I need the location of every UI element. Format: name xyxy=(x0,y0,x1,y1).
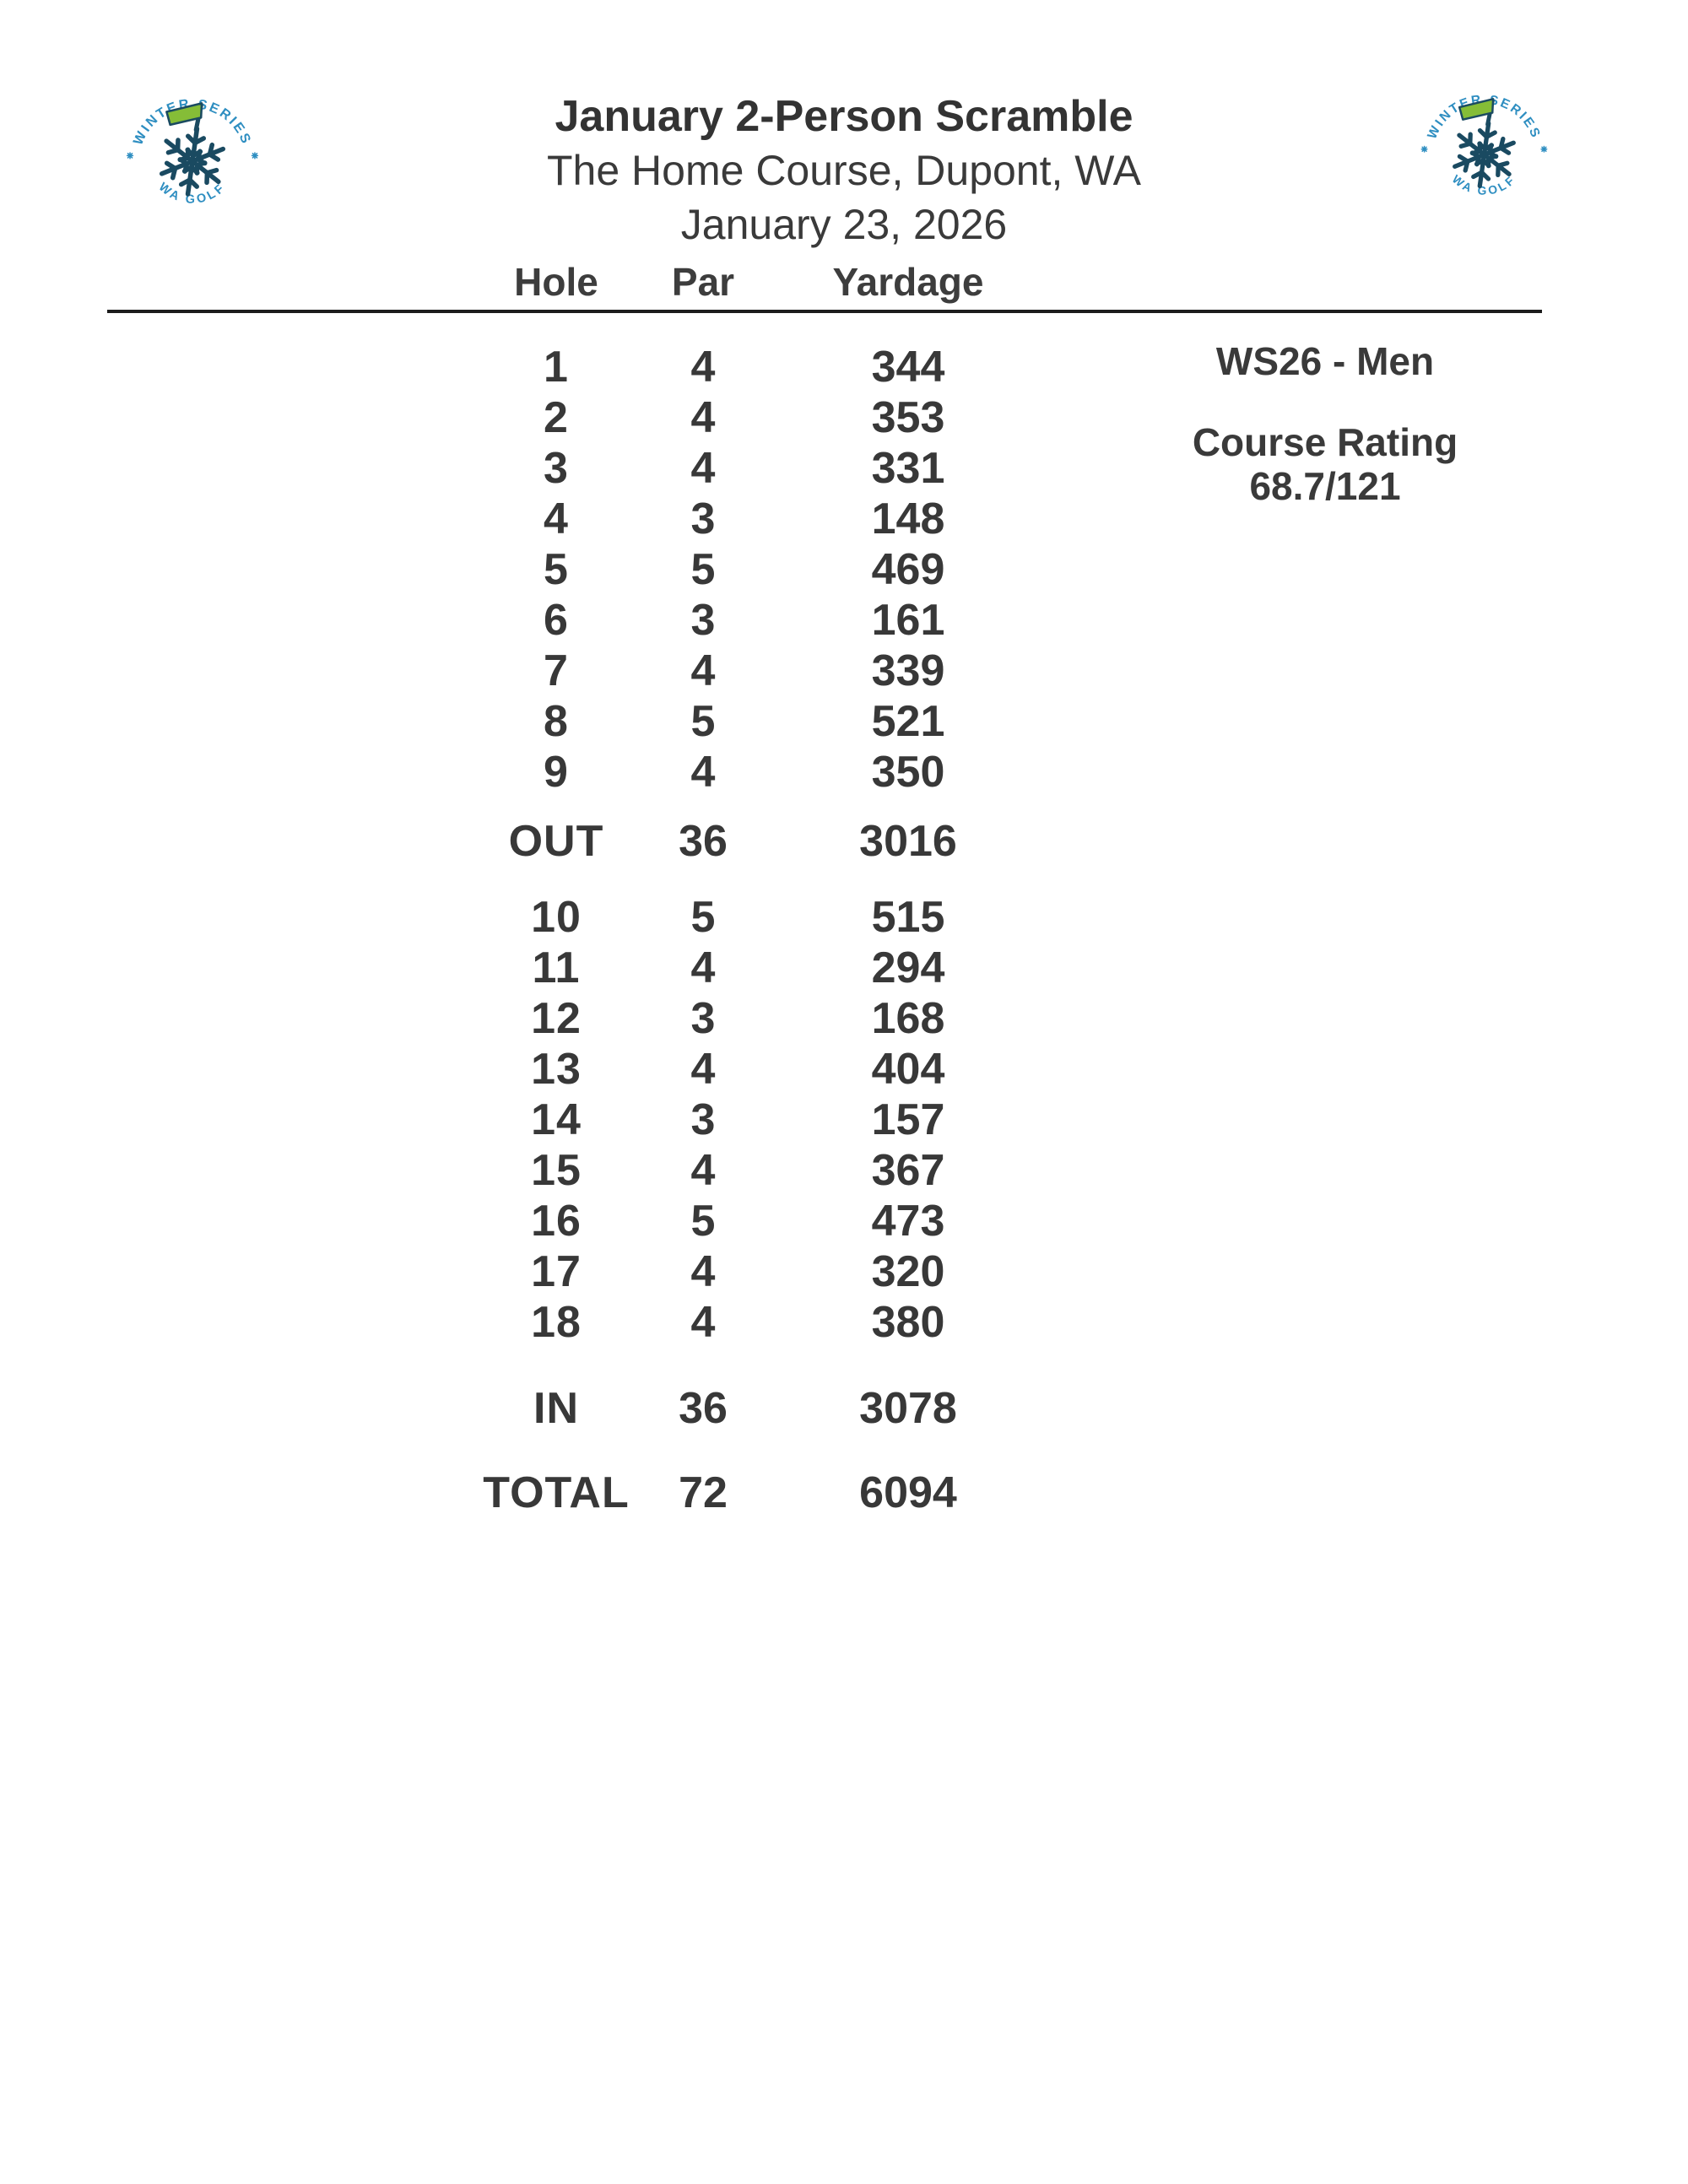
yardage-cell: 473 xyxy=(871,1197,945,1246)
yardage-cell: 3078 xyxy=(859,1384,957,1433)
hole-cell: OUT xyxy=(508,817,604,866)
hole-cell: 6 xyxy=(544,596,569,645)
yardage-cell: 350 xyxy=(871,748,945,797)
table-row xyxy=(0,1145,1688,1196)
table-row xyxy=(0,1246,1688,1297)
hole-cell: 4 xyxy=(544,495,569,543)
hole-cell: 9 xyxy=(544,748,569,797)
table-row xyxy=(0,646,1688,696)
yardage-cell: 344 xyxy=(871,343,945,392)
par-cell: 5 xyxy=(690,545,716,594)
hole-cell: 14 xyxy=(531,1095,582,1144)
par-cell: 3 xyxy=(690,596,716,645)
hole-cell: 10 xyxy=(531,893,582,942)
par-cell: 4 xyxy=(690,1298,716,1347)
yardage-cell: 148 xyxy=(871,495,945,543)
hole-cell: 16 xyxy=(531,1197,582,1246)
hole-cell: 2 xyxy=(544,393,569,442)
yardage-cell: 168 xyxy=(871,994,945,1043)
par-cell: 3 xyxy=(690,495,716,543)
yardage-cell: 339 xyxy=(871,646,945,695)
yardage-cell: 367 xyxy=(871,1146,945,1195)
par-cell: 5 xyxy=(690,1197,716,1246)
par-cell: 5 xyxy=(690,893,716,942)
table-row xyxy=(0,747,1688,797)
yardage-cell: 353 xyxy=(871,393,945,442)
hole-cell: IN xyxy=(533,1384,579,1433)
yardage-cell: 404 xyxy=(871,1045,945,1094)
column-header-hole: Hole xyxy=(514,260,598,304)
yardage-cell: 6094 xyxy=(859,1468,957,1517)
column-header-yardage: Yardage xyxy=(832,260,984,304)
table-row xyxy=(0,1297,1688,1348)
hole-cell: 11 xyxy=(532,943,581,992)
scorecard-rows xyxy=(0,339,1688,1518)
table-row xyxy=(0,1044,1688,1095)
par-cell: 36 xyxy=(679,1384,728,1433)
par-cell: 4 xyxy=(690,1045,716,1094)
yardage-cell: 380 xyxy=(871,1298,945,1347)
yardage-cell: 161 xyxy=(871,596,945,645)
table-row xyxy=(0,816,1688,867)
yardage-cell: 294 xyxy=(871,943,945,992)
table-row xyxy=(0,544,1688,595)
par-cell: 4 xyxy=(690,1146,716,1195)
par-cell: 3 xyxy=(690,1095,716,1144)
table-row xyxy=(0,1383,1688,1434)
yardage-cell: 469 xyxy=(871,545,945,594)
event-date: January 23, 2026 xyxy=(680,201,1008,248)
table-row xyxy=(0,993,1688,1044)
par-cell: 4 xyxy=(690,1247,716,1296)
header-rule xyxy=(107,310,1542,313)
hole-cell: 3 xyxy=(544,444,569,493)
par-cell: 4 xyxy=(690,393,716,442)
hole-cell: 5 xyxy=(544,545,569,594)
course-rating-value: 68.7/121 xyxy=(1249,464,1401,508)
header-block xyxy=(0,89,1688,251)
par-cell: 4 xyxy=(690,343,716,392)
table-row xyxy=(0,1095,1688,1145)
hole-cell: 17 xyxy=(531,1247,582,1296)
table-row xyxy=(0,595,1688,646)
yardage-cell: 157 xyxy=(871,1095,945,1144)
table-row xyxy=(0,1468,1688,1518)
hole-cell: 7 xyxy=(544,646,569,695)
par-cell: 4 xyxy=(690,444,716,493)
par-cell: 4 xyxy=(690,748,716,797)
course-name: The Home Course, Dupont, WA xyxy=(547,147,1141,194)
par-cell: 4 xyxy=(690,646,716,695)
par-cell: 72 xyxy=(679,1468,728,1517)
flight-label: WS26 - Men xyxy=(1215,339,1435,383)
column-header-par: Par xyxy=(671,260,735,304)
hole-cell: 15 xyxy=(531,1146,582,1195)
yardage-cell: 521 xyxy=(871,697,945,746)
course-rating-label: Course Rating xyxy=(1192,420,1458,464)
yardage-cell: 320 xyxy=(871,1247,945,1296)
yardage-cell: 3016 xyxy=(859,817,957,866)
hole-cell: TOTAL xyxy=(483,1468,630,1517)
table-row xyxy=(0,1196,1688,1246)
hole-cell: 1 xyxy=(544,343,569,392)
table-row xyxy=(0,892,1688,943)
table-row xyxy=(0,696,1688,747)
par-cell: 5 xyxy=(690,697,716,746)
hole-cell: 8 xyxy=(544,697,569,746)
par-cell: 3 xyxy=(690,994,716,1043)
hole-cell: 18 xyxy=(531,1298,582,1347)
par-cell: 4 xyxy=(690,943,716,992)
hole-cell: 12 xyxy=(531,994,582,1043)
table-row xyxy=(0,943,1688,993)
event-title: January 2-Person Scramble xyxy=(555,92,1133,141)
yardage-cell: 331 xyxy=(871,444,945,493)
par-cell: 36 xyxy=(679,817,728,866)
yardage-cell: 515 xyxy=(871,893,945,942)
hole-cell: 13 xyxy=(531,1045,582,1094)
